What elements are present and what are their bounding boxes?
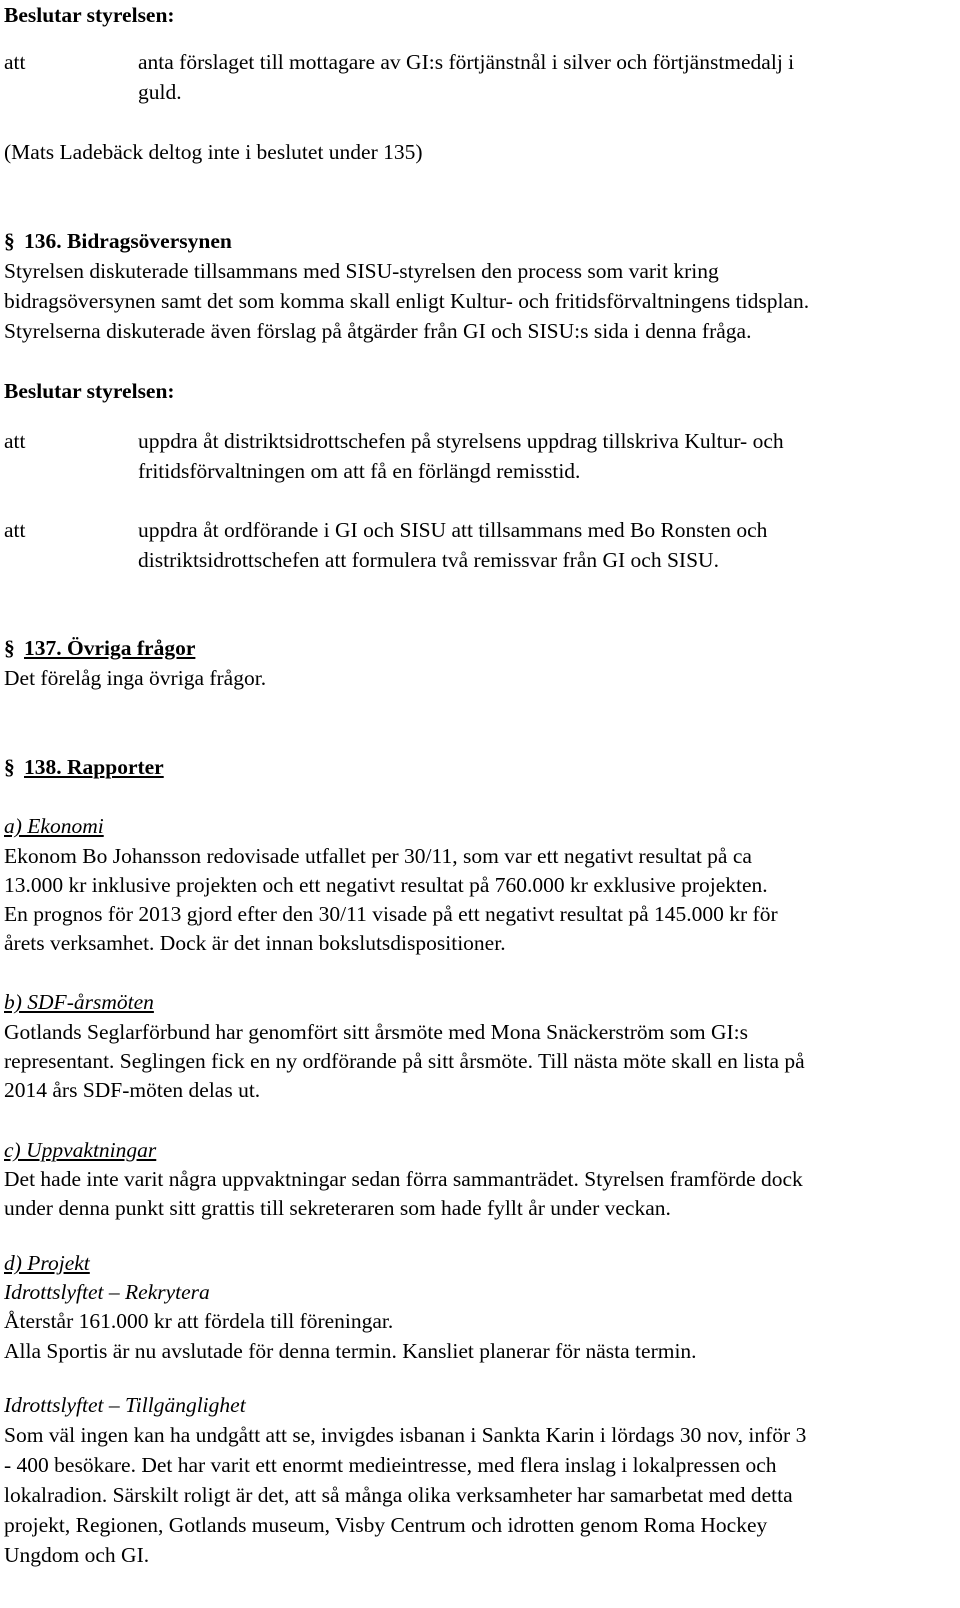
att-label: att [4, 518, 26, 542]
section-title-138 [4, 752, 164, 782]
section-title-136 [4, 226, 232, 256]
decision-text: uppdra åt distriktsidrottschefen på styrelsens uppdrag tillskriva Kultur- och [138, 429, 784, 453]
subsection-title-ekonomi: a) Ekonomi [4, 814, 104, 838]
section-title-text: 136. Bidragsöversynen [24, 229, 232, 253]
note-text: (Mats Ladebäck deltog inte i beslutet under 135) [4, 140, 423, 164]
paragraph-line: årets verksamhet. Dock är det innan bokslutsdispositioner. [4, 931, 506, 955]
subsection-title-sdf: b) SDF-årsmöten [4, 990, 154, 1014]
project-subtitle: Idrottslyftet – Tillgänglighet [4, 1393, 246, 1417]
paragraph-line: bidragsöversynen samt det som komma skall enligt Kultur- och fritidsförvaltningens tidsplan. [4, 289, 810, 313]
paragraph-line: En prognos för 2013 gjord efter den 30/11 visade på ett negativt resultat på 145.000 kr för [4, 902, 778, 926]
decision-text: distriktsidrottschefen att formulera två remissvar från GI och SISU. [138, 548, 719, 572]
paragraph-line: Som väl ingen kan ha undgått att se, invigdes isbanan i Sankta Karin i lördags 30 nov, inför 3 [4, 1423, 807, 1447]
paragraph-line: Gotlands Seglarförbund har genomfört sitt årsmöte med Mona Snäckerström som GI:s [4, 1020, 748, 1044]
att-label: att [4, 50, 26, 74]
paragraph-line: representant. Seglingen fick en ny ordförande på sitt årsmöte. Till nästa möte skall en lista på [4, 1049, 805, 1073]
paragraph-line: under denna punkt sitt grattis till sekreteraren som hade fyllt år under veckan. [4, 1196, 671, 1220]
paragraph-line: 13.000 kr inklusive projekten och ett negativt resultat på 760.000 kr exklusive projekten. [4, 873, 768, 897]
decision-heading: Beslutar styrelsen: [4, 379, 175, 403]
paragraph-line: Det hade inte varit några uppvaktningar sedan förra sammanträdet. Styrelsen framförde dock [4, 1167, 803, 1191]
paragraph-line: Ungdom och GI. [4, 1543, 150, 1567]
paragraph-line: lokalradion. Särskilt roligt är det, att så många olika verksamheter har samarbetat med detta [4, 1483, 793, 1507]
decision-text: fritidsförvaltningen om att få en förlängd remisstid. [138, 459, 581, 483]
subsection-title-uppvaktningar: c) Uppvaktningar [4, 1138, 157, 1162]
paragraph-line: Det förelåg inga övriga frågor. [4, 666, 267, 690]
section-sign: § [4, 636, 15, 660]
decision-heading: Beslutar styrelsen: [4, 3, 175, 27]
project-subtitle: Idrottslyftet – Rekrytera [4, 1280, 210, 1304]
section-sign: § [4, 229, 15, 253]
paragraph-line: Ekonom Bo Johansson redovisade utfallet per 30/11, som var ett negativt resultat på ca [4, 844, 752, 868]
paragraph-line: Återstår 161.000 kr att fördela till föreningar. [4, 1309, 394, 1333]
att-label: att [4, 429, 26, 453]
paragraph-line: Alla Sportis är nu avslutade för denna termin. Kansliet planerar för nästa termin. [4, 1339, 697, 1363]
paragraph-line: projekt, Regionen, Gotlands museum, Visby Centrum och idrotten genom Roma Hockey [4, 1513, 768, 1537]
decision-text: anta förslaget till mottagare av GI:s förtjänstnål i silver och förtjänstmedalj i [138, 50, 795, 74]
paragraph-line: 2014 års SDF-möten delas ut. [4, 1078, 261, 1102]
paragraph-line: - 400 besökare. Det har varit ett enormt medieintresse, med flera inslag i lokalpressen och [4, 1453, 777, 1477]
section-sign: § [4, 755, 15, 779]
decision-text: guld. [138, 80, 182, 104]
section-title-text: 137. Övriga frågor [24, 636, 196, 660]
subsection-title-projekt: d) Projekt [4, 1251, 90, 1275]
section-title-text: 138. Rapporter [24, 755, 164, 779]
paragraph-line: Styrelserna diskuterade även förslag på åtgärder från GI och SISU:s sida i denna fråga. [4, 319, 752, 343]
paragraph-line: Styrelsen diskuterade tillsammans med SISU-styrelsen den process som varit kring [4, 259, 719, 283]
decision-text: uppdra åt ordförande i GI och SISU att tillsammans med Bo Ronsten och [138, 518, 768, 542]
section-title-137 [4, 633, 195, 663]
